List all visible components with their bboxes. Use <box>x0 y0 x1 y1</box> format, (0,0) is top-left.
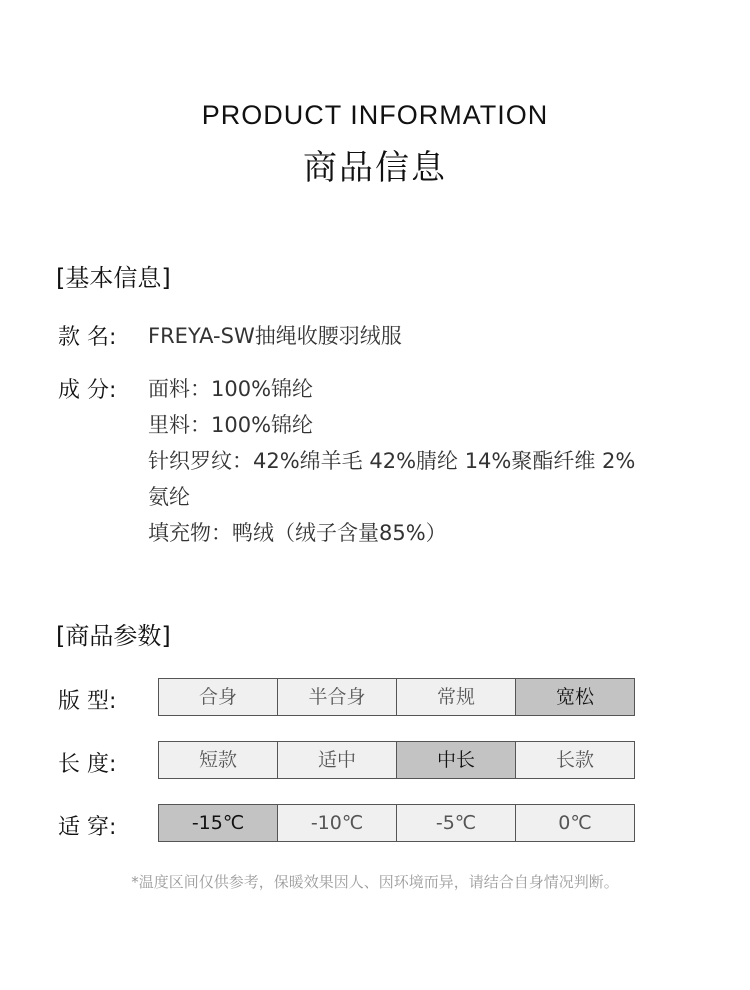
title-english: PRODUCT INFORMATION <box>201 100 549 130</box>
name-value: FREYA-SW抽绳收腰羽绒服 <box>148 324 402 348</box>
temperature-note: *温度区间仅供参考，保暖效果因人、因环境而异，请结合自身情况判断。 <box>131 873 619 891</box>
temperature-options <box>158 804 635 842</box>
fit-option: 半合身 <box>277 679 396 715</box>
temperature-option: -5℃ <box>396 805 515 841</box>
composition-label: 成 分: <box>58 378 117 403</box>
temperature-option: -10℃ <box>277 805 396 841</box>
temperature-option: -15℃ <box>159 805 277 841</box>
fit-options <box>158 678 635 716</box>
fit-label: 版 型: <box>58 689 117 714</box>
length-option: 中长 <box>396 742 515 778</box>
temperature-option: 0℃ <box>515 805 634 841</box>
length-label: 长 度: <box>58 752 117 777</box>
length-option: 短款 <box>159 742 277 778</box>
composition-line: 氨纶 <box>148 485 190 509</box>
length-options <box>158 741 635 779</box>
composition-line: 填充物：鸭绒（绒子含量85%） <box>148 521 447 545</box>
basic-info-heading: [基本信息] <box>56 264 171 292</box>
composition-line: 面料：100%锦纶 <box>148 377 314 401</box>
name-label: 款 名: <box>58 325 117 350</box>
title-chinese: 商品信息 <box>303 148 447 188</box>
length-option: 长款 <box>515 742 634 778</box>
fit-option: 常规 <box>396 679 515 715</box>
fit-option: 宽松 <box>515 679 634 715</box>
composition-line: 里料：100%锦纶 <box>148 413 314 437</box>
length-option: 适中 <box>277 742 396 778</box>
temperature-label: 适 穿: <box>58 815 117 840</box>
fit-option: 合身 <box>159 679 277 715</box>
composition-line: 针织罗纹：42%绵羊毛 42%腈纶 14%聚酯纤维 2% <box>148 449 636 473</box>
params-heading: [商品参数] <box>56 622 171 650</box>
